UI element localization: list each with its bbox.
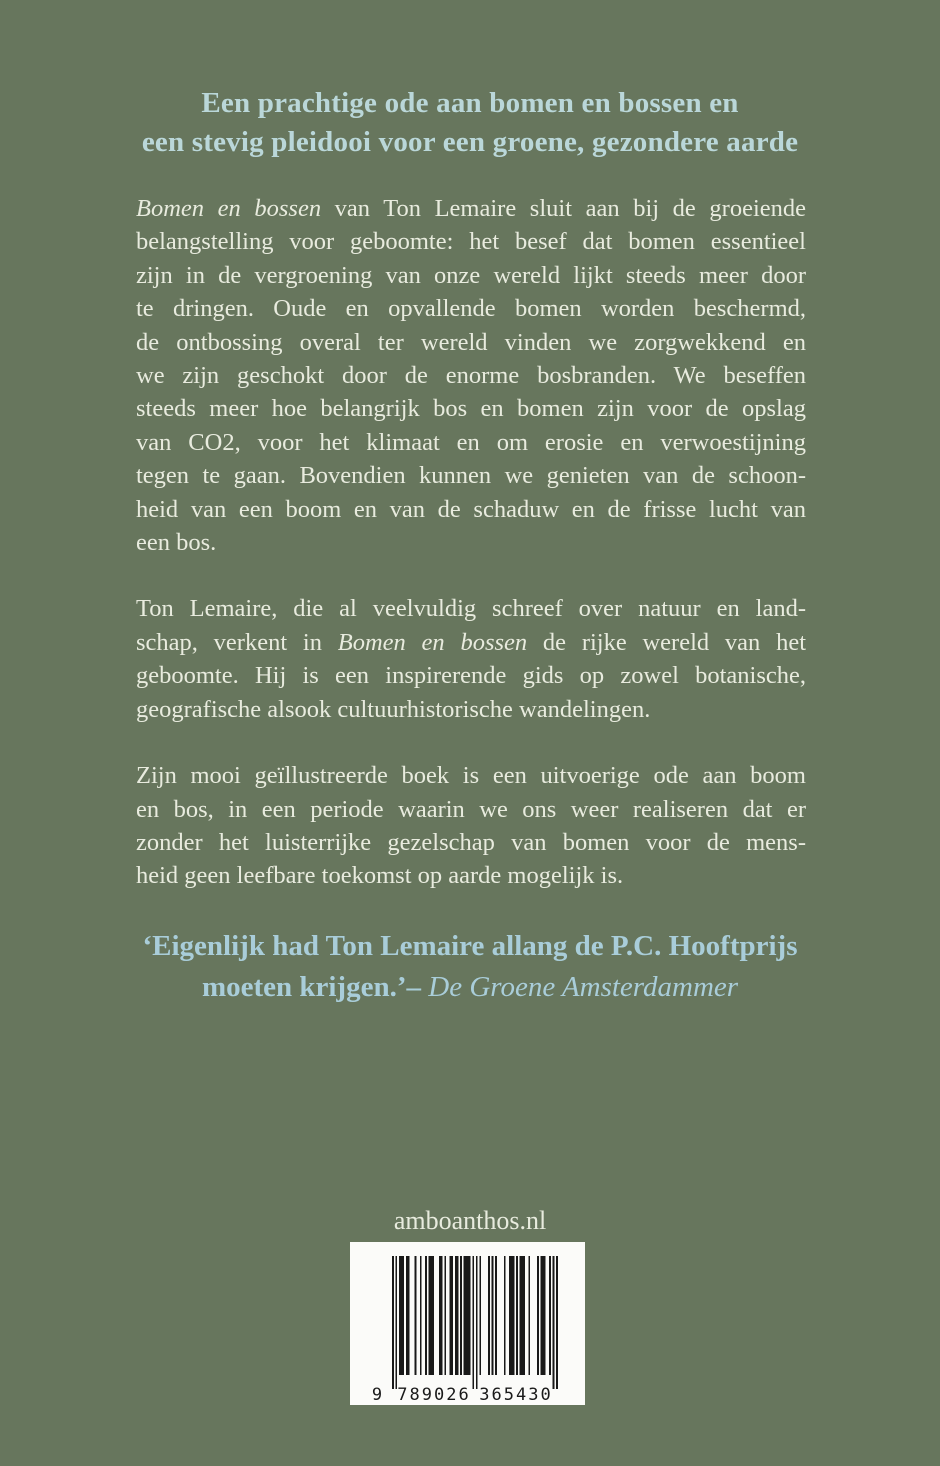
text-line: [136, 759, 806, 792]
text-segment: heid geen leefbare toekomst op aarde mogelijk is.: [136, 862, 624, 890]
isbn-barcode: [350, 1242, 585, 1405]
text-segment: heid van een boom en van de schaduw en de frisse lucht van: [136, 495, 806, 523]
barcode-svg: [350, 1242, 585, 1405]
paragraph: [136, 759, 806, 893]
text-segment: en bos, in een periode waarin we ons weer realiseren dat er: [136, 795, 806, 823]
text-line: [136, 359, 806, 392]
text-segment: te dringen. Oude en opvallende bomen worden beschermd,: [136, 295, 806, 323]
text-segment: de ontbossing overal ter wereld vinden we zorgwekkend en: [136, 328, 806, 356]
text-line: [136, 859, 806, 892]
publisher-website: amboanthos.nl: [393, 1206, 547, 1235]
text-segment: belangstelling voor geboomte: het besef dat bomen essentieel: [136, 228, 806, 256]
quote-source: De Groene Amsterdammer: [428, 971, 739, 1003]
text-line: [136, 592, 806, 625]
text-segment: steeds meer hoe belangrijk bos en bomen zijn voor de opslag: [136, 395, 806, 423]
barcode-digits-left: 789026: [397, 1385, 471, 1405]
text-segment: een bos.: [136, 529, 217, 557]
text-segment: geografische alsook cultuurhistorische wandelingen.: [136, 695, 651, 723]
text-line: [136, 626, 806, 659]
text-segment: we zijn geschokt door de enorme bosbranden. We beseffen: [136, 362, 806, 390]
barcode-digit-first: 9: [371, 1385, 385, 1405]
paragraph: [136, 592, 806, 726]
book-title-italic: Bomen en bossen: [337, 628, 528, 656]
tagline: [0, 84, 940, 162]
barcode-bars: [392, 1256, 558, 1389]
text-line: [136, 225, 806, 258]
text-line: [136, 426, 806, 459]
text-segment: ‘Eigenlijk had Ton Lemaire allang de P.C. Hooftprijs: [142, 930, 798, 962]
text-line: [136, 793, 806, 826]
text-segment: zonder het luisterrijke gezelschap van bomen voor de mens-: [136, 828, 806, 856]
text-line: [136, 292, 806, 325]
text-line: [136, 392, 806, 425]
text-line: [136, 493, 806, 526]
tagline-line1: Een prachtige ode aan bomen en bossen en: [201, 87, 739, 119]
text-line: [136, 826, 806, 859]
paragraph: [136, 192, 806, 559]
book-title-italic: Bomen en bossen: [136, 195, 322, 222]
text-line: [136, 659, 806, 692]
text-segment: zijn in de vergroening van onze wereld lijkt steeds meer door: [136, 261, 806, 289]
barcode-digits-right: 365430: [479, 1385, 553, 1405]
text-segment: de rijke wereld van het: [527, 628, 806, 656]
text-line: [136, 259, 806, 292]
text-segment: Ton Lemaire, die al veelvuldig schreef over natuur en land-: [136, 595, 806, 623]
tagline-line2: een stevig pleidooi voor een groene, gezondere aarde: [141, 126, 799, 158]
text-line: [136, 693, 806, 726]
text-segment: van Ton Lemaire sluit aan bij de groeiende: [321, 195, 807, 222]
text-segment: moeten krijgen.’–: [201, 971, 429, 1003]
text-segment: van CO2, voor het klimaat en om erosie en verwoestijning: [136, 428, 806, 456]
text-segment: schap, verkent in: [136, 628, 338, 656]
text-line: [0, 967, 940, 1008]
text-line: [0, 926, 940, 967]
text-line: [136, 459, 806, 492]
text-line: [136, 326, 806, 359]
synopsis-text: [136, 192, 806, 926]
text-segment: Zijn mooi geïllustreerde boek is een uitvoerige ode aan boom: [136, 762, 806, 790]
review-quote: [0, 926, 940, 1008]
text-line: [136, 526, 806, 559]
text-line: [136, 192, 806, 225]
text-segment: geboomte. Hij is een inspirerende gids op zowel botanische,: [136, 662, 806, 690]
text-segment: tegen te gaan. Bovendien kunnen we genieten van de schoon-: [136, 462, 806, 490]
